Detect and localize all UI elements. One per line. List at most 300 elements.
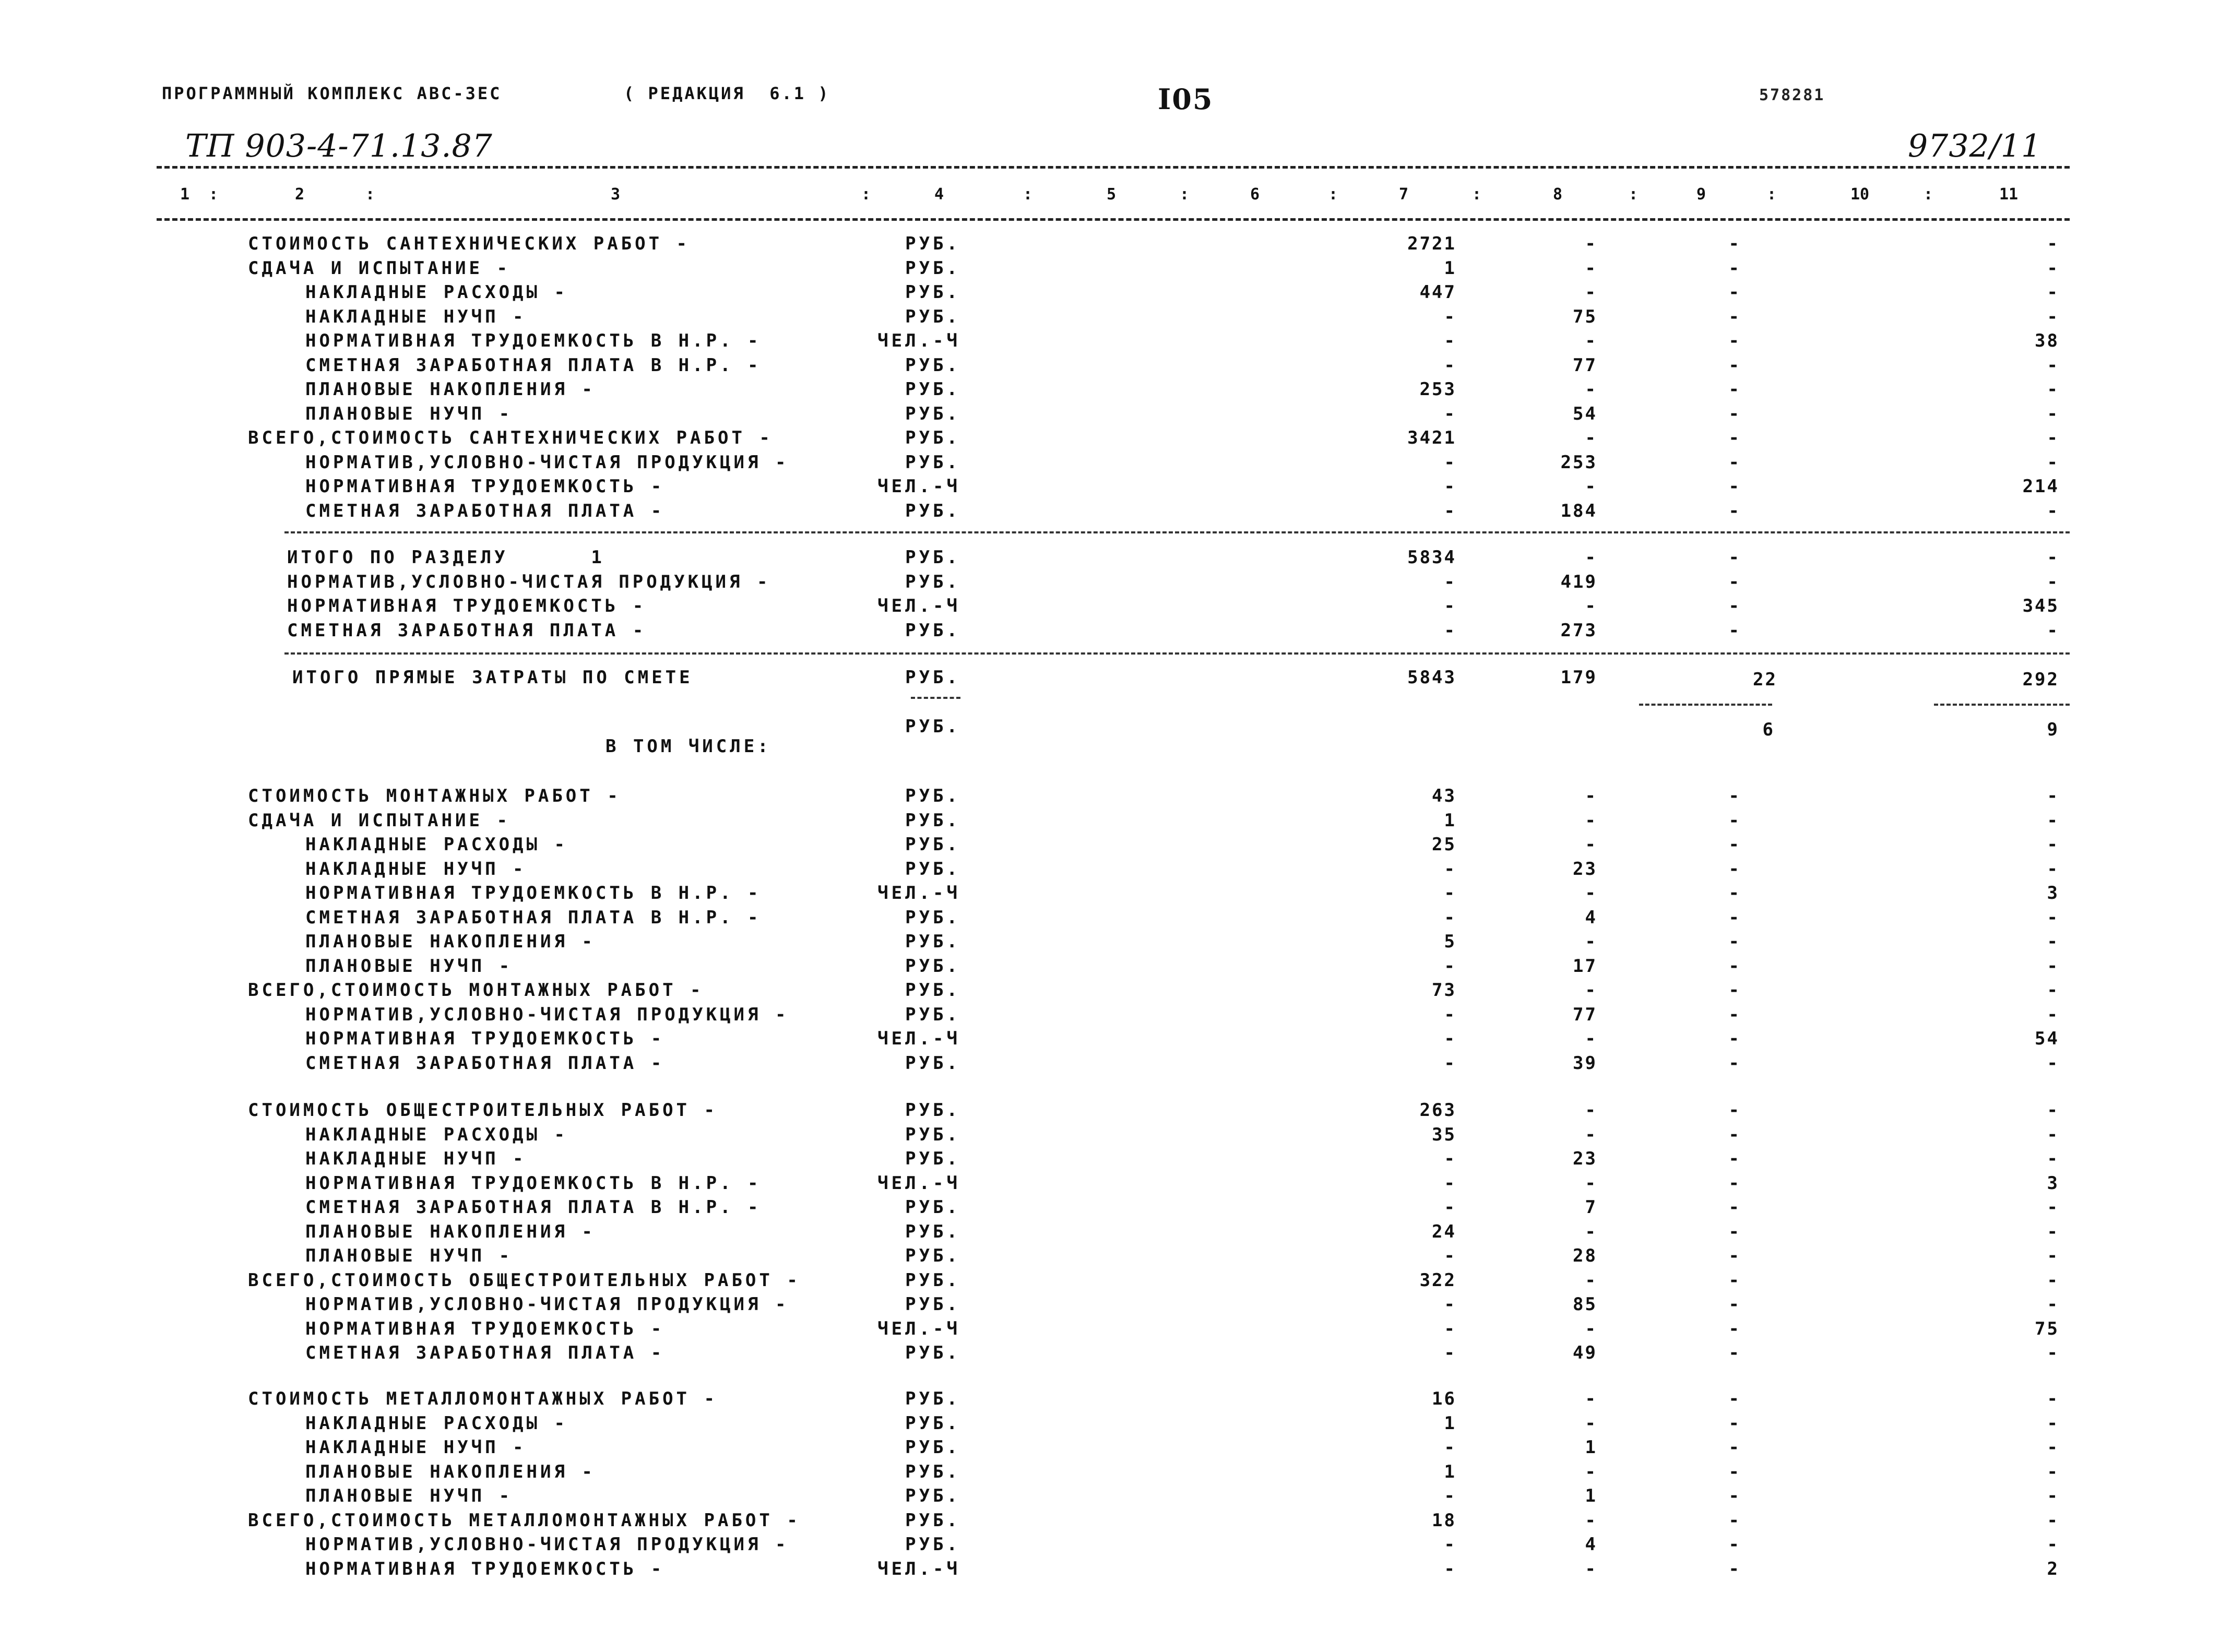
col11-value: - <box>2047 1197 2059 1218</box>
row-label: ПЛАНОВЫЕ НАКОПЛЕНИЯ - <box>305 1461 596 1482</box>
row-label: НОРМАТИВНАЯ ТРУДОЕМКОСТЬ - <box>305 1028 665 1049</box>
col11-value: - <box>2047 1148 2059 1169</box>
col7-value: 5834 <box>1407 547 1456 568</box>
col11-value: - <box>2047 500 2059 521</box>
row-unit: РУБ. <box>905 379 960 400</box>
row-unit: РУБ. <box>905 233 960 254</box>
col7-value: - <box>1444 620 1456 641</box>
col11-value: 38 <box>2035 330 2059 351</box>
column-number-4: 4 <box>934 185 944 204</box>
row-label: НАКЛАДНЫЕ НУЧП - <box>305 1437 527 1458</box>
col9-value: - <box>1728 810 1741 831</box>
row-label: СДАЧА И ИСПЫТАНИЕ - <box>248 810 511 831</box>
col7-value: 73 <box>1432 980 1456 1001</box>
col9-value: - <box>1728 403 1741 424</box>
col9-value: - <box>1728 547 1741 568</box>
col9-value: - <box>1728 1028 1741 1049</box>
col7-value: - <box>1444 1318 1456 1339</box>
col7-value: - <box>1444 1294 1456 1315</box>
col8-value: 4 <box>1585 907 1597 928</box>
col11-value: - <box>2047 1221 2059 1242</box>
col8-value: - <box>1585 330 1597 351</box>
sheet-number: 9732/11 <box>1908 128 2042 164</box>
row-label: СДАЧА И ИСПЫТАНИЕ - <box>248 257 511 279</box>
col8-value: - <box>1585 427 1597 448</box>
col8-value: - <box>1585 883 1597 904</box>
row-unit: РУБ. <box>905 427 960 448</box>
col8-value: 77 <box>1573 1004 1597 1025</box>
col9-value: - <box>1728 1318 1741 1339</box>
col11-value: - <box>2047 451 2059 473</box>
col9-value: - <box>1728 1221 1741 1242</box>
col7-value: - <box>1444 1245 1456 1266</box>
col11-value: - <box>2047 931 2059 952</box>
col8-value: - <box>1585 257 1597 279</box>
col9-value: - <box>1728 883 1741 904</box>
column-number-3: 3 <box>611 185 621 204</box>
row-unit: РУБ. <box>905 282 960 303</box>
total-col9-b: 6 <box>1762 719 1775 740</box>
row-unit: РУБ. <box>905 1534 960 1555</box>
col9-value: - <box>1728 306 1741 327</box>
row-unit: РУБ. <box>905 1148 960 1169</box>
row-label: НОРМАТИВНАЯ ТРУДОЕМКОСТЬ - <box>305 476 665 497</box>
col9-value: - <box>1728 1437 1741 1458</box>
column-separator: : <box>1924 185 1933 204</box>
row-label: ПЛАНОВЫЕ НАКОПЛЕНИЯ - <box>305 379 596 400</box>
column-separator: : <box>861 185 871 204</box>
col8-value: 28 <box>1573 1245 1597 1266</box>
col8-value: 1 <box>1585 1437 1597 1458</box>
row-label: НАКЛАДНЫЕ РАСХОДЫ - <box>305 282 568 303</box>
col9-value: - <box>1728 476 1741 497</box>
col7-value: - <box>1444 1148 1456 1169</box>
row-label: ВСЕГО,СТОИМОСТЬ МЕТАЛЛОМОНТАЖНЫХ РАБОТ - <box>248 1510 801 1531</box>
col11-value: 3 <box>2047 1172 2059 1194</box>
row-label: СМЕТНАЯ ЗАРАБОТНАЯ ПЛАТА - <box>287 620 647 641</box>
col11-value: - <box>2047 907 2059 928</box>
col7-value: - <box>1444 1197 1456 1218</box>
col7-value: 1 <box>1444 257 1456 279</box>
col7-value: - <box>1444 451 1456 473</box>
col9-value: - <box>1728 1558 1741 1579</box>
column-separator: : <box>1328 185 1338 204</box>
col11-value: - <box>2047 1245 2059 1266</box>
col9-value: - <box>1728 330 1741 351</box>
col8-value: - <box>1585 1412 1597 1434</box>
col11-value: - <box>2047 233 2059 254</box>
row-unit: РУБ. <box>905 1412 960 1434</box>
row-label: СМЕТНАЯ ЗАРАБОТНАЯ ПЛАТА В Н.Р. - <box>305 1197 762 1218</box>
col11-value: - <box>2047 1412 2059 1434</box>
col9-value: - <box>1728 257 1741 279</box>
document-code: 578281 <box>1759 86 1825 104</box>
col8-value: - <box>1585 476 1597 497</box>
page-number: I05 <box>1158 82 1214 116</box>
col8-value: - <box>1585 547 1597 568</box>
col7-value: - <box>1444 1004 1456 1025</box>
row-unit: ЧЕЛ.-Ч <box>877 596 960 616</box>
row-label: СТОИМОСТЬ МОНТАЖНЫХ РАБОТ - <box>248 786 621 806</box>
col8-value: 17 <box>1573 955 1597 977</box>
total-col11-b: 9 <box>2047 719 2059 740</box>
column-separator: : <box>1180 185 1190 204</box>
col11-value: - <box>2047 955 2059 977</box>
row-unit: РУБ. <box>905 931 960 952</box>
col9-value: - <box>1728 834 1741 855</box>
col9-value: - <box>1728 233 1741 254</box>
col7-value: - <box>1444 1028 1456 1049</box>
col8-value: 1 <box>1585 1485 1597 1506</box>
col7-value: 3421 <box>1407 427 1456 448</box>
row-unit: РУБ. <box>905 354 960 376</box>
col9-value: - <box>1728 955 1741 977</box>
col9-value: - <box>1728 596 1741 616</box>
col11-value: - <box>2047 571 2059 592</box>
col9-value: - <box>1728 1124 1741 1145</box>
col11-value: - <box>2047 379 2059 400</box>
row-unit: РУБ. <box>905 907 960 928</box>
row-label: НОРМАТИВНАЯ ТРУДОЕМКОСТЬ В Н.Р. - <box>305 330 762 351</box>
row-unit: ЧЕЛ.-Ч <box>877 1028 960 1049</box>
col11-value: - <box>2047 858 2059 880</box>
col11-value: - <box>2047 1100 2059 1121</box>
row-label: НОРМАТИВ,УСЛОВНО-ЧИСТАЯ ПРОДУКЦИЯ - <box>305 1004 789 1025</box>
column-number-10: 10 <box>1850 185 1870 204</box>
col11-value: - <box>2047 547 2059 568</box>
row-label: СТОИМОСТЬ МЕТАЛЛОМОНТАЖНЫХ РАБОТ - <box>248 1388 718 1409</box>
row-unit: РУБ. <box>905 1245 960 1266</box>
col9-value: - <box>1728 1100 1741 1121</box>
row-label: ПЛАНОВЫЕ НУЧП - <box>305 955 513 977</box>
col7-value: - <box>1444 858 1456 880</box>
row-label: СМЕТНАЯ ЗАРАБОТНАЯ ПЛАТА - <box>305 1342 665 1363</box>
row-label: НАКЛАДНЫЕ РАСХОДЫ - <box>305 1412 568 1434</box>
row-label: НОРМАТИВНАЯ ТРУДОЕМКОСТЬ В Н.Р. - <box>305 1172 762 1194</box>
col8-value: 23 <box>1573 858 1597 880</box>
col9-value: - <box>1728 1485 1741 1506</box>
row-label: СМЕТНАЯ ЗАРАБОТНАЯ ПЛАТА В Н.Р. - <box>305 907 762 928</box>
col11-value: 54 <box>2035 1028 2059 1049</box>
col11-value: - <box>2047 1461 2059 1482</box>
col7-value: - <box>1444 1342 1456 1363</box>
column-separator: : <box>1472 185 1482 204</box>
col11-value: - <box>2047 1485 2059 1506</box>
col9-value: - <box>1728 1412 1741 1434</box>
column-separator: : <box>1629 185 1639 204</box>
col8-value: 54 <box>1573 403 1597 424</box>
col11-value: - <box>2047 786 2059 806</box>
row-unit: РУБ. <box>905 1269 960 1291</box>
row-unit: ЧЕЛ.-Ч <box>877 1318 960 1339</box>
col9-value: - <box>1728 1461 1741 1482</box>
subtotal-rule <box>1934 704 2070 706</box>
row-label: НОРМАТИВНАЯ ТРУДОЕМКОСТЬ - <box>305 1318 665 1339</box>
col9-value: - <box>1728 620 1741 641</box>
col7-value: - <box>1444 476 1456 497</box>
col8-value: - <box>1585 1124 1597 1145</box>
col9-value: - <box>1728 1294 1741 1315</box>
col7-value: 24 <box>1432 1221 1456 1242</box>
column-number-1: 1 <box>180 185 190 204</box>
col7-value: 16 <box>1432 1388 1456 1409</box>
col8-value: - <box>1585 1269 1597 1291</box>
col8-value: - <box>1585 596 1597 616</box>
col7-value: - <box>1444 1172 1456 1194</box>
col7-value: - <box>1444 955 1456 977</box>
col7-value: 43 <box>1432 786 1456 806</box>
col9-value: - <box>1728 931 1741 952</box>
row-label: ВСЕГО,СТОИМОСТЬ МОНТАЖНЫХ РАБОТ - <box>248 980 704 1001</box>
row-unit: РУБ. <box>905 1124 960 1145</box>
row-label: ПЛАНОВЫЕ НУЧП - <box>305 1485 513 1506</box>
col7-value: 1 <box>1444 810 1456 831</box>
row-unit: РУБ. <box>905 834 960 855</box>
col8-value: 184 <box>1560 500 1597 521</box>
row-unit: ЧЕЛ.-Ч <box>877 476 960 497</box>
column-separator: : <box>209 185 219 204</box>
col8-value: 75 <box>1573 306 1597 327</box>
column-number-2: 2 <box>295 185 305 204</box>
row-label: НОРМАТИВ,УСЛОВНО-ЧИСТАЯ ПРОДУКЦИЯ - <box>287 571 771 592</box>
row-label: НОРМАТИВНАЯ ТРУДОЕМКОСТЬ - <box>305 1558 665 1579</box>
col11-value: - <box>2047 1342 2059 1363</box>
column-number-8: 8 <box>1553 185 1563 204</box>
col8-value: - <box>1585 1221 1597 1242</box>
col7-value: 35 <box>1432 1124 1456 1145</box>
col8-value: 253 <box>1560 451 1597 473</box>
row-unit: РУБ. <box>905 1052 960 1074</box>
including-label: В ТОМ ЧИСЛЕ: <box>606 736 771 757</box>
col7-value: - <box>1444 883 1456 904</box>
col9-value: - <box>1728 1148 1741 1169</box>
col8-value: 85 <box>1573 1294 1597 1315</box>
column-number-9: 9 <box>1696 185 1706 204</box>
col11-value: - <box>2047 354 2059 376</box>
col7-value: - <box>1444 354 1456 376</box>
total-col8: 179 <box>1560 667 1597 688</box>
col7-value: - <box>1444 1534 1456 1555</box>
row-label: НАКЛАДНЫЕ НУЧП - <box>305 1148 527 1169</box>
col8-value: 419 <box>1560 571 1597 592</box>
total-unit-2: РУБ. <box>905 716 960 737</box>
row-label: НАКЛАДНЫЕ НУЧП - <box>305 858 527 880</box>
col11-value: - <box>2047 1052 2059 1074</box>
row-unit: РУБ. <box>905 306 960 327</box>
col11-value: - <box>2047 1510 2059 1531</box>
col8-value: - <box>1585 786 1597 806</box>
col7-value: - <box>1444 596 1456 616</box>
section-rule <box>284 652 2070 655</box>
row-unit: РУБ. <box>905 1221 960 1242</box>
col11-value: 2 <box>2047 1558 2059 1579</box>
subtotal-rule <box>1639 704 1772 706</box>
row-unit: РУБ. <box>905 1437 960 1458</box>
col9-value: - <box>1728 1269 1741 1291</box>
row-unit: ЧЕЛ.-Ч <box>877 330 960 351</box>
col7-value: 2721 <box>1407 233 1456 254</box>
row-unit: РУБ. <box>905 980 960 1001</box>
col11-value: - <box>2047 1269 2059 1291</box>
col9-value: - <box>1728 1510 1741 1531</box>
col7-value: - <box>1444 403 1456 424</box>
project-code: ТП 903-4-71.13.87 <box>185 128 493 164</box>
col9-value: - <box>1728 1245 1741 1266</box>
col7-value: - <box>1444 907 1456 928</box>
row-unit: РУБ. <box>905 1342 960 1363</box>
row-unit: ЧЕЛ.-Ч <box>877 1558 960 1579</box>
col9-value: - <box>1728 1388 1741 1409</box>
row-label: СМЕТНАЯ ЗАРАБОТНАЯ ПЛАТА В Н.Р. - <box>305 354 762 376</box>
col9-value: - <box>1728 858 1741 880</box>
col8-value: 273 <box>1560 620 1597 641</box>
row-label: ИТОГО ПО РАЗДЕЛУ 1 <box>287 547 605 568</box>
col7-value: 322 <box>1419 1269 1456 1291</box>
column-separator: : <box>1767 185 1777 204</box>
col11-value: - <box>2047 620 2059 641</box>
row-label: НОРМАТИВНАЯ ТРУДОЕМКОСТЬ В Н.Р. - <box>305 883 762 904</box>
col9-value: - <box>1728 1342 1741 1363</box>
column-number-5: 5 <box>1107 185 1117 204</box>
total-col7: 5843 <box>1407 667 1456 688</box>
row-label: НОРМАТИВ,УСЛОВНО-ЧИСТАЯ ПРОДУКЦИЯ - <box>305 1294 789 1315</box>
row-label: СТОИМОСТЬ ОБЩЕСТРОИТЕЛЬНЫХ РАБОТ - <box>248 1100 718 1121</box>
row-label: ПЛАНОВЫЕ НУЧП - <box>305 403 513 424</box>
col9-value: - <box>1728 379 1741 400</box>
row-label: НОРМАТИВ,УСЛОВНО-ЧИСТАЯ ПРОДУКЦИЯ - <box>305 1534 789 1555</box>
total-label: ИТОГО ПРЯМЫЕ ЗАТРАТЫ ПО СМЕТЕ <box>292 667 693 688</box>
col8-value: - <box>1585 931 1597 952</box>
row-unit: РУБ. <box>905 547 960 568</box>
col8-value: 39 <box>1573 1052 1597 1074</box>
row-label: ПЛАНОВЫЕ НАКОПЛЕНИЯ - <box>305 1221 596 1242</box>
col8-value: - <box>1585 1318 1597 1339</box>
col9-value: - <box>1728 354 1741 376</box>
col7-value: - <box>1444 1052 1456 1074</box>
col8-value: 7 <box>1585 1197 1597 1218</box>
row-label: ВСЕГО,СТОИМОСТЬ САНТЕХНИЧЕСКИХ РАБОТ - <box>248 427 773 448</box>
col11-value: - <box>2047 1534 2059 1555</box>
row-unit: РУБ. <box>905 620 960 641</box>
column-separator: : <box>1023 185 1033 204</box>
col11-value: - <box>2047 1124 2059 1145</box>
row-unit: РУБ. <box>905 1485 960 1506</box>
column-number-7: 7 <box>1399 185 1409 204</box>
row-label: НОРМАТИВНАЯ ТРУДОЕМКОСТЬ - <box>287 596 647 616</box>
row-unit: РУБ. <box>905 1004 960 1025</box>
col11-value: 3 <box>2047 883 2059 904</box>
col11-value: - <box>2047 306 2059 327</box>
col7-value: - <box>1444 1558 1456 1579</box>
row-label: СТОИМОСТЬ САНТЕХНИЧЕСКИХ РАБОТ - <box>248 233 691 254</box>
col7-value: 263 <box>1419 1100 1456 1121</box>
col8-value: 49 <box>1573 1342 1597 1363</box>
program-title: ПРОГРАММНЫЙ КОМПЛЕКС АВС-3ЕС <box>162 84 502 103</box>
col7-value: 5 <box>1444 931 1456 952</box>
row-unit: РУБ. <box>905 451 960 473</box>
row-unit: РУБ. <box>905 1100 960 1121</box>
col8-value: - <box>1585 379 1597 400</box>
total-col11: 292 <box>2022 669 2059 690</box>
col7-value: 1 <box>1444 1461 1456 1482</box>
col11-value: - <box>2047 282 2059 303</box>
col9-value: - <box>1728 1534 1741 1555</box>
row-label: ПЛАНОВЫЕ НАКОПЛЕНИЯ - <box>305 931 596 952</box>
col7-value: - <box>1444 330 1456 351</box>
col8-value: - <box>1585 1558 1597 1579</box>
col9-value: - <box>1728 571 1741 592</box>
col11-value: - <box>2047 1294 2059 1315</box>
row-unit: РУБ. <box>905 257 960 279</box>
col9-value: - <box>1728 786 1741 806</box>
col8-value: - <box>1585 1461 1597 1482</box>
col7-value: - <box>1444 500 1456 521</box>
row-unit: РУБ. <box>905 858 960 880</box>
col8-value: - <box>1585 1172 1597 1194</box>
column-separator: : <box>365 185 375 204</box>
col8-value: - <box>1585 980 1597 1001</box>
col8-value: 23 <box>1573 1148 1597 1169</box>
row-label: НАКЛАДНЫЕ РАСХОДЫ - <box>305 1124 568 1145</box>
row-unit: РУБ. <box>905 786 960 806</box>
column-number-6: 6 <box>1250 185 1260 204</box>
col7-value: 253 <box>1419 379 1456 400</box>
col9-value: - <box>1728 451 1741 473</box>
col9-value: - <box>1728 282 1741 303</box>
col11-value: - <box>2047 257 2059 279</box>
edition-label: ( РЕДАКЦИЯ 6.1 ) <box>624 84 830 103</box>
col8-value: - <box>1585 233 1597 254</box>
col8-value: - <box>1585 1510 1597 1531</box>
row-label: ВСЕГО,СТОИМОСТЬ ОБЩЕСТРОИТЕЛЬНЫХ РАБОТ - <box>248 1269 801 1291</box>
row-unit: РУБ. <box>905 1197 960 1218</box>
col11-value: - <box>2047 834 2059 855</box>
col8-value: - <box>1585 810 1597 831</box>
row-unit: РУБ. <box>905 810 960 831</box>
col7-value: 25 <box>1432 834 1456 855</box>
col7-value: - <box>1444 571 1456 592</box>
col7-value: - <box>1444 1437 1456 1458</box>
row-unit: РУБ. <box>905 500 960 521</box>
row-unit: РУБ. <box>905 571 960 592</box>
col7-value: - <box>1444 306 1456 327</box>
col9-value: - <box>1728 427 1741 448</box>
col8-value: 4 <box>1585 1534 1597 1555</box>
row-unit: РУБ. <box>905 955 960 977</box>
col7-value: 1 <box>1444 1412 1456 1434</box>
col11-value: 214 <box>2022 476 2059 497</box>
col11-value: 345 <box>2022 596 2059 616</box>
col11-value: 75 <box>2035 1318 2059 1339</box>
col8-value: - <box>1585 1028 1597 1049</box>
col11-value: - <box>2047 1388 2059 1409</box>
row-unit: РУБ. <box>905 1510 960 1531</box>
col7-value: 447 <box>1419 282 1456 303</box>
column-number-11: 11 <box>1999 185 2019 204</box>
row-label: ПЛАНОВЫЕ НУЧП - <box>305 1245 513 1266</box>
total-unit: РУБ. <box>905 667 960 688</box>
col7-value: 18 <box>1432 1510 1456 1531</box>
col11-value: - <box>2047 980 2059 1001</box>
col9-value: - <box>1728 1197 1741 1218</box>
col8-value: - <box>1585 1388 1597 1409</box>
row-unit: ЧЕЛ.-Ч <box>877 883 960 904</box>
row-label: НАКЛАДНЫЕ РАСХОДЫ - <box>305 834 568 855</box>
col11-value: - <box>2047 403 2059 424</box>
section-rule <box>284 531 2070 533</box>
col8-value: - <box>1585 282 1597 303</box>
col11-value: - <box>2047 1004 2059 1025</box>
